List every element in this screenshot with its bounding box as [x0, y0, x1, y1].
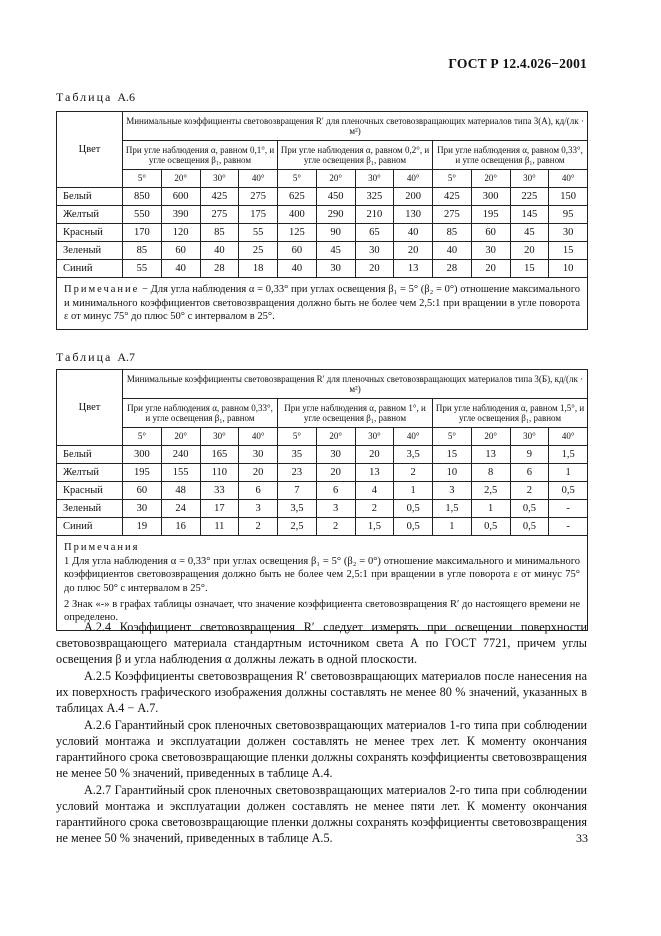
- value-cell: 10: [549, 260, 588, 278]
- table-a6: [56, 111, 588, 330]
- table-a6-caption-number: А.6: [117, 90, 135, 104]
- value-cell: 2: [510, 482, 549, 500]
- value-cell: 200: [394, 188, 433, 206]
- value-cell: 40: [200, 242, 239, 260]
- value-cell: 19: [123, 518, 162, 536]
- value-cell: 85: [123, 242, 162, 260]
- value-cell: 3,5: [278, 500, 317, 518]
- angle-group-header: При угле наблюдения α, равном 0,33°, и угле освещения β₁, равном: [433, 141, 588, 170]
- color-column-header: Цвет: [57, 112, 123, 188]
- value-cell: 0,5: [471, 518, 510, 536]
- note-2: 2 Знак «-» в графах таблицы означает, что значение коэффициента световозвращения R′ до настоящего времени не определено.: [64, 598, 581, 624]
- value-cell: 125: [278, 224, 317, 242]
- angle-subheader: 5°: [433, 428, 472, 446]
- table-row: [57, 464, 588, 482]
- note-text: − Для угла наблюдения α = 0,33° при углах освещения β₁ = 5° (β₂ = 0°) отношение максимального и минимального коэффициентов световозвращения должно быть не более чем 2,5:1 при вращении в угле поворота ε от минус 75° до плюс 50° с интервалом в 25°.: [64, 284, 581, 323]
- value-cell: 4: [355, 482, 394, 500]
- value-cell: 45: [510, 224, 549, 242]
- value-cell: 60: [471, 224, 510, 242]
- value-cell: 425: [433, 188, 472, 206]
- value-cell: 25: [239, 242, 278, 260]
- value-cell: 290: [316, 206, 355, 224]
- color-cell: Синий: [57, 518, 123, 536]
- value-cell: 3,5: [394, 446, 433, 464]
- value-cell: 450: [316, 188, 355, 206]
- value-cell: 120: [161, 224, 200, 242]
- body-text: [56, 619, 587, 846]
- value-cell: 130: [394, 206, 433, 224]
- table-row: [57, 482, 588, 500]
- table-note-row: [57, 278, 588, 330]
- value-cell: 16: [161, 518, 200, 536]
- angle-group-header: При угле наблюдения α, равном 1°, и угле освещения β₁, равном: [278, 399, 433, 428]
- value-cell: 225: [510, 188, 549, 206]
- value-cell: 275: [200, 206, 239, 224]
- angle-subheader: 20°: [471, 428, 510, 446]
- value-cell: 275: [239, 188, 278, 206]
- value-cell: 165: [200, 446, 239, 464]
- value-cell: 0,5: [510, 500, 549, 518]
- value-cell: 0,5: [510, 518, 549, 536]
- value-cell: 13: [355, 464, 394, 482]
- value-cell: 7: [278, 482, 317, 500]
- value-cell: 40: [433, 242, 472, 260]
- notes-label: Примечания: [64, 542, 140, 553]
- value-cell: 300: [471, 188, 510, 206]
- color-cell: Зеленый: [57, 500, 123, 518]
- value-cell: 17: [200, 500, 239, 518]
- value-cell: 85: [200, 224, 239, 242]
- table-row: [57, 188, 588, 206]
- note-1: 1 Для угла наблюдения α = 0,33° при углах освещения β₁ = 5° (β₂ = 0°) отношение максимального и минимального коэффициентов световозвращения должно быть не более чем 2,5:1 при вращении в угле поворота ε от минус 75° до плюс 50° с интервалом в 25°.: [64, 555, 581, 594]
- value-cell: 35: [278, 446, 317, 464]
- angle-subheader: 20°: [161, 170, 200, 188]
- value-cell: 30: [549, 224, 588, 242]
- value-cell: -: [549, 518, 588, 536]
- angle-group-header: При угле наблюдения α, равном 0,33°, и угле освещения β₁, равном: [123, 399, 278, 428]
- paragraph-a2-6: А.2.6 Гарантийный срок пленочных световозвращающих материалов 1-го типа при соблюдении условий монтажа и эксплуатации должен составлять не менее трех лет. К моменту окончания гарантийного срока световозвращающие пленки должны сохранять коэффициенты световозвращения не менее 50 % значений, приведенных в таблице А.4.: [56, 718, 587, 780]
- value-cell: 145: [510, 206, 549, 224]
- table-a6-caption: [56, 90, 135, 105]
- paragraph-a2-5: А.2.5 Коэффициенты световозвращения R′ световозвращающих материалов после нанесения на их поверхность графического изображения должны составлять не менее 80 % значений, указанных в таблицах А.4 − А.7.: [56, 669, 587, 715]
- value-cell: 2: [316, 518, 355, 536]
- color-cell: Зеленый: [57, 242, 123, 260]
- value-cell: 30: [316, 446, 355, 464]
- document-header: ГОСТ Р 12.4.026−2001: [448, 56, 587, 71]
- table-row: [57, 446, 588, 464]
- value-cell: 55: [239, 224, 278, 242]
- angle-subheader: 30°: [355, 428, 394, 446]
- value-cell: 155: [161, 464, 200, 482]
- value-cell: 30: [471, 242, 510, 260]
- table-row: [57, 518, 588, 536]
- value-cell: 2: [355, 500, 394, 518]
- value-cell: 0,5: [549, 482, 588, 500]
- value-cell: 400: [278, 206, 317, 224]
- value-cell: 6: [316, 482, 355, 500]
- value-cell: 13: [471, 446, 510, 464]
- value-cell: 550: [123, 206, 162, 224]
- value-cell: 30: [123, 500, 162, 518]
- value-cell: 6: [510, 464, 549, 482]
- table-row: [57, 500, 588, 518]
- value-cell: 2,5: [471, 482, 510, 500]
- value-cell: 175: [239, 206, 278, 224]
- note-label: Примечание: [64, 284, 140, 295]
- value-cell: 1,5: [433, 500, 472, 518]
- angle-subheader: 30°: [200, 170, 239, 188]
- value-cell: 20: [394, 242, 433, 260]
- value-cell: 625: [278, 188, 317, 206]
- angle-subheader: 40°: [239, 428, 278, 446]
- value-cell: 425: [200, 188, 239, 206]
- angle-group-header: При угле наблюдения α, равном 0,1°, и угле освещения β₁, равном: [123, 141, 278, 170]
- angle-subheader: 20°: [316, 428, 355, 446]
- value-cell: 45: [316, 242, 355, 260]
- value-cell: 40: [161, 260, 200, 278]
- table-row: [57, 224, 588, 242]
- value-cell: 23: [278, 464, 317, 482]
- main-header: Минимальные коэффициенты световозвращения R′ для пленочных световозвращающих материалов типа 3(Б), кд/(лк · м²): [123, 370, 588, 399]
- value-cell: 33: [200, 482, 239, 500]
- value-cell: 20: [239, 464, 278, 482]
- angle-subheader: 5°: [278, 170, 317, 188]
- color-column-header: Цвет: [57, 370, 123, 446]
- value-cell: 30: [239, 446, 278, 464]
- value-cell: 30: [355, 242, 394, 260]
- value-cell: 1,5: [549, 446, 588, 464]
- main-header: Минимальные коэффициенты световозвращения R′ для пленочных световозвращающих материалов типа 3(А), кд/(лк · м²): [123, 112, 588, 141]
- value-cell: 600: [161, 188, 200, 206]
- angle-subheader: 40°: [394, 170, 433, 188]
- value-cell: 3: [433, 482, 472, 500]
- table-a7-caption-number: А.7: [117, 350, 135, 364]
- color-cell: Красный: [57, 482, 123, 500]
- color-cell: Белый: [57, 446, 123, 464]
- value-cell: 850: [123, 188, 162, 206]
- table-note-row: [57, 536, 588, 631]
- table-note: [57, 278, 588, 330]
- angle-group-header: При угле наблюдения α, равном 0,2°, и угле освещения β₁, равном: [278, 141, 433, 170]
- angle-subheader: 30°: [355, 170, 394, 188]
- angle-subheader: 40°: [394, 428, 433, 446]
- value-cell: 11: [200, 518, 239, 536]
- value-cell: 3: [239, 500, 278, 518]
- value-cell: 95: [549, 206, 588, 224]
- angle-subheader: 5°: [123, 428, 162, 446]
- angle-subheader: 5°: [433, 170, 472, 188]
- value-cell: 20: [471, 260, 510, 278]
- value-cell: 3: [316, 500, 355, 518]
- value-cell: 150: [549, 188, 588, 206]
- table-row: [57, 242, 588, 260]
- page-number: 33: [576, 831, 588, 845]
- table-row: [57, 260, 588, 278]
- value-cell: 2: [239, 518, 278, 536]
- value-cell: 0,5: [394, 500, 433, 518]
- value-cell: 28: [200, 260, 239, 278]
- angle-subheader: 40°: [239, 170, 278, 188]
- value-cell: 60: [161, 242, 200, 260]
- color-cell: Синий: [57, 260, 123, 278]
- angle-subheader: 30°: [200, 428, 239, 446]
- table-row: [57, 206, 588, 224]
- value-cell: 20: [510, 242, 549, 260]
- value-cell: 2,5: [278, 518, 317, 536]
- value-cell: 1: [471, 500, 510, 518]
- angle-subheader: 5°: [278, 428, 317, 446]
- table-a7-caption-word: Таблица: [56, 350, 113, 364]
- table-note: [57, 536, 588, 631]
- value-cell: 6: [239, 482, 278, 500]
- value-cell: 13: [394, 260, 433, 278]
- value-cell: 15: [510, 260, 549, 278]
- table-a7: [56, 369, 588, 631]
- value-cell: 195: [123, 464, 162, 482]
- value-cell: 15: [549, 242, 588, 260]
- value-cell: 240: [161, 446, 200, 464]
- value-cell: 60: [278, 242, 317, 260]
- angle-subheader: 5°: [123, 170, 162, 188]
- angle-subheader: 20°: [316, 170, 355, 188]
- value-cell: 20: [355, 260, 394, 278]
- value-cell: 1,5: [355, 518, 394, 536]
- angle-subheader: 40°: [549, 428, 588, 446]
- value-cell: 170: [123, 224, 162, 242]
- angle-group-header: При угле наблюдения α, равном 1,5°, и угле освещения β₁, равном: [433, 399, 588, 428]
- value-cell: 18: [239, 260, 278, 278]
- value-cell: 48: [161, 482, 200, 500]
- value-cell: 0,5: [394, 518, 433, 536]
- value-cell: -: [549, 500, 588, 518]
- value-cell: 55: [123, 260, 162, 278]
- angle-subheader: 20°: [471, 170, 510, 188]
- color-cell: Белый: [57, 188, 123, 206]
- value-cell: 28: [433, 260, 472, 278]
- value-cell: 195: [471, 206, 510, 224]
- value-cell: 8: [471, 464, 510, 482]
- value-cell: 110: [200, 464, 239, 482]
- value-cell: 2: [394, 464, 433, 482]
- value-cell: 24: [161, 500, 200, 518]
- value-cell: 65: [355, 224, 394, 242]
- value-cell: 210: [355, 206, 394, 224]
- value-cell: 1: [394, 482, 433, 500]
- color-cell: Желтый: [57, 206, 123, 224]
- value-cell: 275: [433, 206, 472, 224]
- value-cell: 85: [433, 224, 472, 242]
- value-cell: 30: [316, 260, 355, 278]
- value-cell: 20: [316, 464, 355, 482]
- angle-subheader: 30°: [510, 170, 549, 188]
- value-cell: 15: [433, 446, 472, 464]
- table-a7-caption: [56, 350, 135, 365]
- value-cell: 40: [278, 260, 317, 278]
- value-cell: 1: [433, 518, 472, 536]
- color-cell: Красный: [57, 224, 123, 242]
- angle-subheader: 30°: [510, 428, 549, 446]
- value-cell: 1: [549, 464, 588, 482]
- value-cell: 9: [510, 446, 549, 464]
- value-cell: 10: [433, 464, 472, 482]
- value-cell: 20: [355, 446, 394, 464]
- color-cell: Желтый: [57, 464, 123, 482]
- value-cell: 325: [355, 188, 394, 206]
- angle-subheader: 40°: [549, 170, 588, 188]
- value-cell: 60: [123, 482, 162, 500]
- value-cell: 90: [316, 224, 355, 242]
- value-cell: 390: [161, 206, 200, 224]
- value-cell: 300: [123, 446, 162, 464]
- table-a6-caption-word: Таблица: [56, 90, 113, 104]
- paragraph-a2-7: А.2.7 Гарантийный срок пленочных световозвращающих материалов 2-го типа при соблюдении условий монтажа и эксплуатации должен составлять не менее пяти лет. К моменту окончания гарантийного срока световозвращающие пленки должны сохранять коэффициенты световозвращения не менее 50 % значений, приведенных в таблице А.5.: [56, 783, 587, 845]
- value-cell: 40: [394, 224, 433, 242]
- paragraph-a2-4: А.2.4 Коэффициент световозвращения R′ следует измерять при освещении поверхности световозвращающего материала стандартным источником света А по ГОСТ 7721, причем углы освещения β и угла наблюдения α должны лежать в одной плоскости.: [56, 620, 587, 666]
- angle-subheader: 20°: [161, 428, 200, 446]
